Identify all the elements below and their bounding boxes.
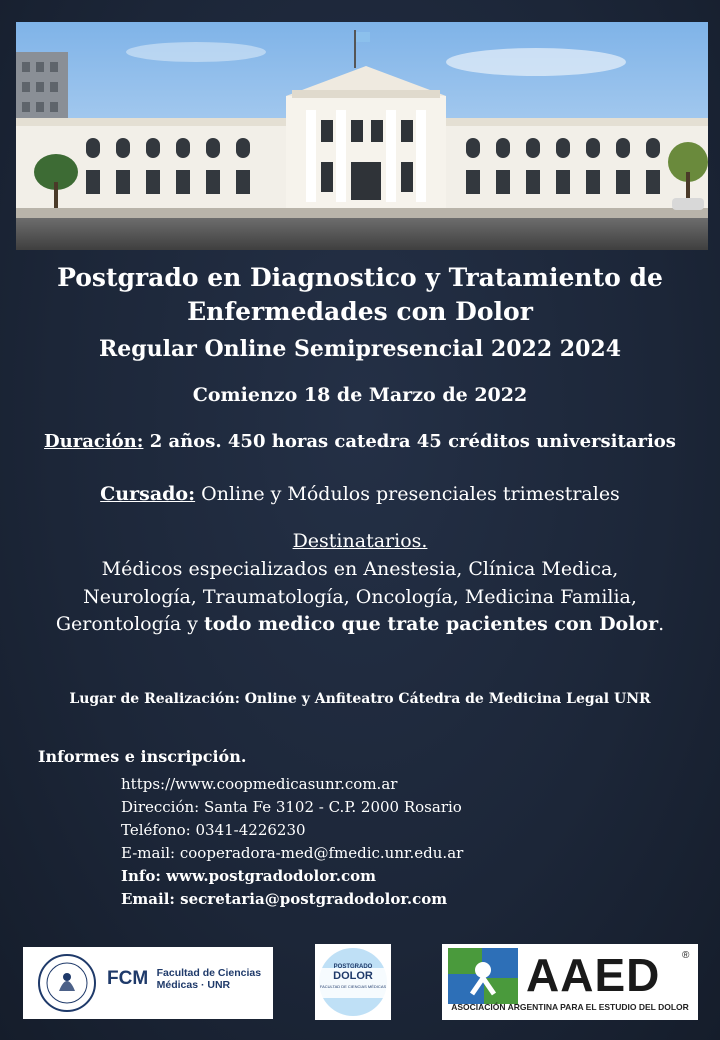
postgrado-sub-label: FACULTAD DE CIENCIAS MÉDICAS — [319, 984, 387, 989]
fcm-name — [157, 967, 261, 991]
course-mode-label: Cursado: — [100, 483, 196, 505]
building-photo — [16, 22, 708, 250]
postgrado-dolor-logo — [315, 944, 391, 1020]
target-audience-line3 — [0, 611, 720, 637]
contact-address: Dirección: Santa Fe 3102 - C.P. 2000 Rosario — [121, 798, 462, 816]
duration-label: Duración: — [44, 431, 144, 452]
course-subtitle: Regular Online Semipresencial 2022 2024 — [98, 336, 622, 362]
target-audience-line3-bold: todo medico que trate pacientes con Dolor — [203, 613, 659, 635]
course-mode — [0, 480, 720, 508]
fcm-name-line1: Facultad de Ciencias — [156, 967, 262, 979]
registered-mark-icon: ® — [682, 950, 690, 961]
aaed-acronym: AAED — [526, 949, 661, 1001]
contact-title: Informes e inscripción. — [38, 747, 247, 766]
contact-details — [121, 773, 463, 911]
duration — [0, 428, 720, 456]
contact-website[interactable]: https://www.coopmedicasunr.com.ar — [121, 775, 398, 793]
fcm-logo — [23, 947, 273, 1019]
course-title-line1: Postgrado en Diagnostico y Tratamiento de — [57, 263, 663, 292]
fcm-text — [107, 967, 261, 991]
fcm-name-line2: Médicas · UNR — [156, 979, 231, 991]
start-date: Comienzo 18 de Marzo de 2022 — [192, 384, 528, 406]
university-building-image — [16, 22, 708, 250]
course-title-line2: Enfermedades con Dolor — [187, 297, 533, 326]
course-mode-text: Online y Módulos presenciales trimestrales — [195, 483, 620, 505]
target-audience-line2: Neurología, Traumatología, Oncología, Medicina Familia, — [83, 586, 637, 608]
contact-phone: Teléfono: 0341-4226230 — [121, 821, 306, 839]
target-audience-title-text: Destinatarios. — [292, 530, 428, 552]
duration-text: 2 años. 450 horas catedra 45 créditos universitarios — [143, 431, 676, 452]
contact-info-website[interactable]: Info: www.postgradodolor.com — [121, 867, 377, 885]
dolor-label: DOLOR — [333, 970, 373, 982]
contact-email[interactable]: E-mail: cooperadora-med@fmedic.unr.edu.ar — [121, 844, 464, 862]
target-audience-line3-a: Gerontología y — [55, 613, 204, 635]
target-audience-line1: Médicos especializados en Anestesia, Clínica Medica, — [101, 558, 619, 580]
fcm-seal-icon — [37, 953, 97, 1013]
aaed-full-name: ASOCIACIÓN ARGENTINA PARA EL ESTUDIO DEL DOLOR — [451, 1002, 689, 1012]
postgrado-label: POSTGRADO — [333, 964, 373, 970]
target-audience-line3-c: . — [658, 613, 665, 635]
aaed-logo — [442, 944, 698, 1020]
fcm-acronym: FCM — [107, 968, 149, 989]
location: Lugar de Realización: Online y Anfiteatro Cátedra de Medicina Legal UNR — [69, 691, 651, 707]
target-audience-title — [0, 528, 720, 554]
contact-email-secretary[interactable]: Email: secretaria@postgradodolor.com — [121, 890, 448, 908]
aaed-cross-icon — [448, 948, 518, 1004]
postgrado-dolor-emblem-icon — [315, 944, 391, 1020]
